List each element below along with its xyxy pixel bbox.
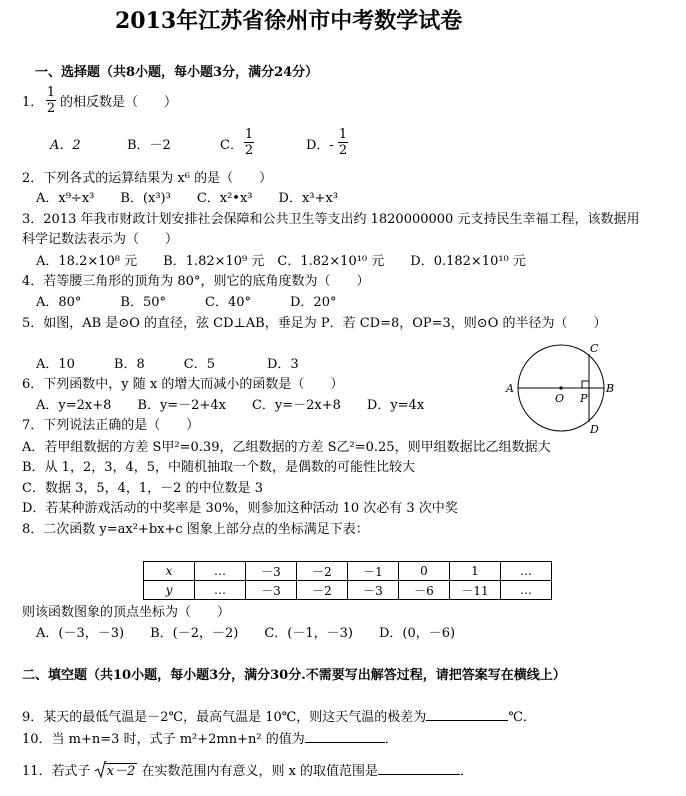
question-number: 1．	[22, 95, 44, 110]
table-cell: …	[195, 581, 246, 600]
options-line: A．y=2x+8 B．y=－2+4x C．y=－2x+8 D．y=4x	[36, 398, 425, 413]
label-b: B	[606, 382, 615, 395]
table-cell: x	[144, 562, 195, 581]
answer-blank[interactable]	[426, 720, 508, 721]
question-text: 10．当 m+n=3 时，式子 m²+2mn+n² 的值为	[22, 732, 305, 747]
option-b: B．从 1，2，3，4，5，中随机抽取一个数，是偶数的可能性比较大	[22, 460, 416, 475]
table-cell: －3	[246, 562, 297, 581]
table-cell: －11	[450, 581, 501, 600]
option-c-label: C．	[220, 138, 243, 153]
table-cell: －2	[297, 581, 348, 600]
fraction-numerator: 1	[46, 85, 56, 100]
question-text: 3．2013 年我市财政计划安排社会保障和公共卫生等支出约 1820000000 元支持民生幸福工程，该数据用	[22, 212, 640, 227]
fraction-numerator: 1	[338, 127, 348, 142]
option-d: D．若某种游戏活动的中奖率是 30%，则参加这种活动 10 次必有 3 次中奖	[22, 501, 458, 516]
table-cell: 1	[450, 562, 501, 581]
question-text-mid: 在实数范围内有意义，则 x 的取值范围是	[141, 764, 379, 779]
question-text: 的相反数是（ ）	[60, 95, 178, 110]
question-text: 11．若式子	[22, 764, 91, 779]
label-d: D	[590, 423, 599, 436]
question-text: 5．如图，AB 是⊙O 的直径，弦 CD⊥AB，垂足为 P．若 CD=8，OP=3，则⊙O 的半径为（ ）	[22, 316, 607, 331]
table-cell: …	[501, 562, 552, 581]
question-text: 8．二次函数 y=ax²+bx+c 图象上部分点的坐标满足下表：	[22, 522, 369, 537]
question-9	[22, 711, 536, 724]
fraction-denominator: 2	[338, 143, 348, 158]
question-text-end: ．	[460, 764, 474, 779]
table-row	[144, 562, 552, 581]
table-cell: －6	[399, 581, 450, 600]
question-text: 7．下列说法正确的是（ ）	[22, 418, 200, 433]
question-text: 4．若等腰三角形的顶角为 80°，则它的底角度数为（ ）	[22, 274, 370, 289]
options-line: A．80° B．50° C．40° D．20°	[36, 295, 337, 310]
section-heading-choice: 一、选择题（共8小题，每小题3分，满分24分）	[35, 65, 319, 80]
center-point-o	[559, 386, 562, 389]
question-text: 6．下列函数中，y 随 x 的增大而减小的函数是（ ）	[22, 377, 344, 392]
table-cell: …	[195, 562, 246, 581]
table-cell: －1	[348, 562, 399, 581]
right-angle-mark	[582, 381, 589, 388]
fraction-denominator: 2	[46, 101, 56, 116]
option-d-label: D．-	[306, 138, 334, 153]
option-b: B．－2	[127, 138, 171, 153]
section-heading-fill-in: 二、填空题（共10小题，每小题3分，满分30分.不需要写出解答过程，请把答案写在横线上）	[22, 668, 566, 683]
options-line: A．10 B．8 C．5 D．3	[36, 357, 299, 372]
option-c: C．数据 3，5，4，1，－2 的中位数是 3	[22, 481, 263, 496]
options-line: A．x⁹÷x³ B．(x³)³ C．x²•x³ D．x³+x³	[36, 191, 338, 206]
table-cell: －3	[348, 581, 399, 600]
options-line: A．18.2×10⁸ 元 B．1.82×10⁹ 元 C．1.82×10¹⁰ 元 D．0.182×10¹⁰ 元	[36, 254, 526, 269]
answer-blank[interactable]	[378, 774, 460, 775]
label-p: P	[580, 392, 588, 405]
table-cell: y	[144, 581, 195, 600]
page-title: 2013年江苏省徐州市中考数学试卷	[115, 8, 463, 34]
options-line: A．(－3，－3) B．(－2，－2) C．(－1，－3) D．(0，－6)	[36, 626, 456, 641]
radical-sign	[95, 761, 107, 779]
square-root	[95, 765, 138, 778]
table-cell: 0	[399, 562, 450, 581]
question-text: 9．某天的最低气温是－2℃，最高气温是 10℃，则这天气温的极差为	[22, 710, 427, 725]
fraction-numerator: 1	[244, 127, 254, 142]
question-text: 2．下列各式的运算结果为 x⁶ 的是（ ）	[22, 171, 273, 186]
table-row	[144, 581, 552, 600]
table-cell: …	[501, 581, 552, 600]
question-text-end: ．	[384, 732, 398, 747]
question-10	[22, 733, 398, 746]
option-d-fraction	[338, 128, 348, 157]
radicand: x－2	[106, 764, 136, 779]
fraction-one-half	[46, 86, 56, 115]
answer-blank[interactable]	[305, 742, 385, 743]
question-text-continued: 则该函数图象的顶点坐标为（ ）	[22, 605, 231, 620]
label-a: A	[506, 382, 514, 395]
option-c-fraction	[244, 128, 254, 157]
value-table	[143, 561, 552, 600]
label-c: C	[590, 342, 599, 355]
option-a: A．2	[50, 138, 81, 153]
table-cell: －2	[297, 562, 348, 581]
label-o: O	[555, 392, 565, 405]
option-a: A．若甲组数据的方差 S甲²=0.39，乙组数据的方差 S乙²=0.25，则甲组数据比乙组数据大	[22, 440, 551, 455]
question-text-continued: 科学记数法表示为（ ）	[22, 232, 179, 247]
circle-diagram	[500, 338, 625, 438]
question-text-end: ℃．	[508, 710, 536, 725]
table-cell: －3	[246, 581, 297, 600]
fraction-denominator: 2	[244, 143, 254, 158]
question-11	[22, 765, 473, 778]
